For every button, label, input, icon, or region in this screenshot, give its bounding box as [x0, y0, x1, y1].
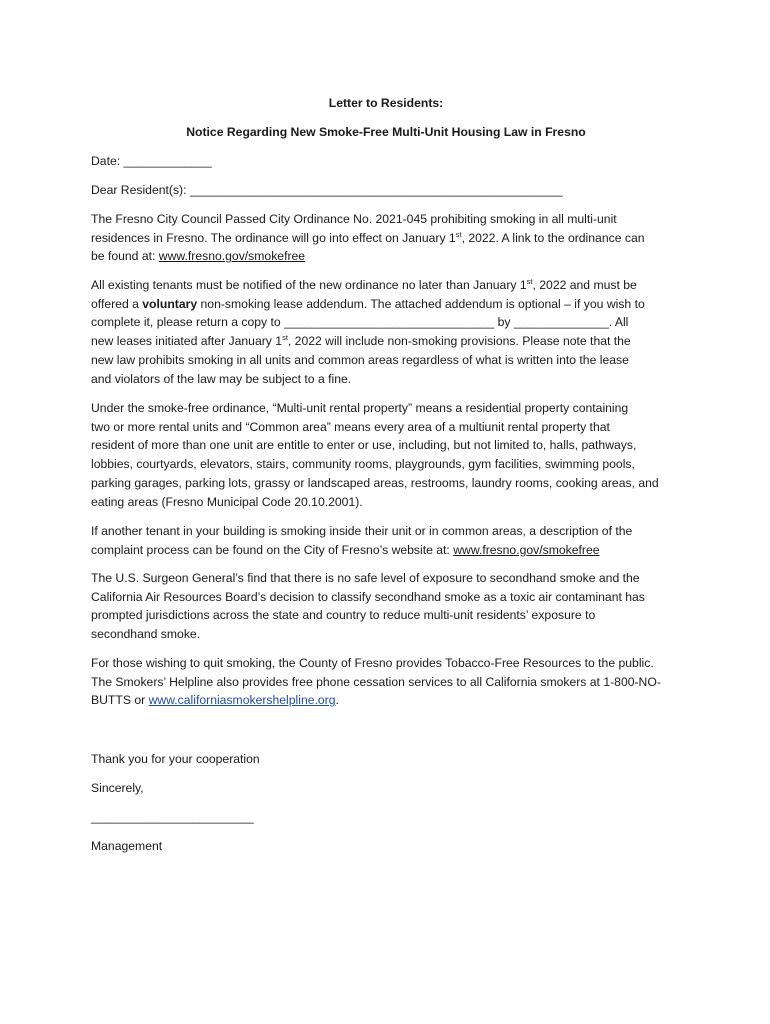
text-line: residences in Fresno. The ordinance will go into effect on January 1st, 2022. A link to the ordinance can	[91, 229, 645, 245]
complaint-link[interactable]: www.fresno.gov/smokefree	[453, 542, 600, 557]
text-line: For those wishing to quit smoking, the County of Fresno provides Tobacco-Free Resources to the public.	[91, 656, 654, 670]
text-line: complaint process can be found on the City of Fresno’s website at: www.fresno.gov/smokefree	[91, 542, 600, 557]
text-line: BUTTS or www.californiasmokershelpline.org.	[91, 693, 339, 708]
notice-title: Notice Regarding New Smoke-Free Multi-Unit Housing Law in Fresno	[186, 125, 586, 139]
text-line: new law prohibits smoking in all units and common areas regardless of what is written into the lease	[91, 352, 629, 367]
text-line: If another tenant in your building is smoking inside their unit or in common areas, a description of the	[91, 524, 633, 538]
text-line: complete it, please return a copy to _______________________________ by ______________. All	[91, 315, 629, 330]
paragraph-complaint	[91, 522, 681, 559]
dear-line: Dear Resident(s): _______________________________________________________	[91, 183, 563, 197]
signature-line: ________________________	[91, 810, 254, 824]
letter-title: Letter to Residents:	[328, 96, 444, 110]
paragraph-surgeon-general	[91, 569, 681, 644]
management-signoff: Management	[91, 839, 163, 853]
text-line: The Smokers’ Helpline also provides free phone cessation services to all California smokers at 1-800-NO-	[91, 674, 661, 689]
text-line: and violators of the law may be subject to a fine.	[91, 371, 352, 386]
text-line: resident of more than one unit are entitle to enter or use, including, but not limited to, halls, pathways,	[91, 438, 637, 453]
text-line: California Air Resources Board’s decision to classify secondhand smoke as a toxic air contaminant has	[91, 589, 645, 604]
paragraph-notification	[91, 276, 681, 388]
date-line: Date: _____________	[91, 154, 212, 168]
text-line: two or more rental units and “Common area” means every area of a multiunit rental property that	[91, 419, 610, 434]
voluntary-emphasis: voluntary	[142, 296, 198, 311]
paragraph-ordinance	[91, 210, 681, 266]
text-line: The U.S. Surgeon General’s find that there is no safe level of exposure to secondhand smoke and the	[91, 571, 640, 585]
thanks-line: Thank you for your cooperation	[91, 752, 260, 766]
text-line: lobbies, courtyards, elevators, stairs, community rooms, playgrounds, gym facilities, swimming pools,	[91, 457, 635, 472]
text-line: be found at: www.fresno.gov/smokefree	[91, 249, 306, 264]
text-line: secondhand smoke.	[91, 627, 201, 642]
ordinance-link[interactable]: www.fresno.gov/smokefree	[158, 249, 306, 264]
text-line: parking garages, parking lots, grassy or landscaped areas, restrooms, laundry rooms, cooking areas, and	[91, 475, 659, 490]
paragraph-definitions	[91, 399, 681, 511]
text-line: offered a voluntary non-smoking lease addendum. The attached addendum is optional – if you wish to	[91, 296, 645, 311]
text-line: eating areas (Fresno Municipal Code 20.10.2001).	[91, 494, 363, 509]
sincerely-line: Sincerely,	[91, 781, 144, 795]
text-line: new leases initiated after January 1st, 2022 will include non-smoking provisions. Please note that the	[91, 333, 631, 349]
text-line: All existing tenants must be notified of the new ordinance no later than January 1st, 2022 and must be	[91, 276, 637, 292]
text-line: Under the smoke-free ordinance, “Multi-unit rental property” means a residential property containing	[91, 401, 629, 415]
text-line: prompted jurisdictions across the state and country to reduce multi-unit residents’ exposure to	[91, 608, 596, 623]
text-line: The Fresno City Council Passed City Ordinance No. 2021-045 prohibiting smoking in all multi-unit	[91, 212, 617, 226]
helpline-link[interactable]: www.californiasmokershelpline.org	[148, 693, 336, 708]
paragraph-quit-resources	[91, 654, 681, 710]
